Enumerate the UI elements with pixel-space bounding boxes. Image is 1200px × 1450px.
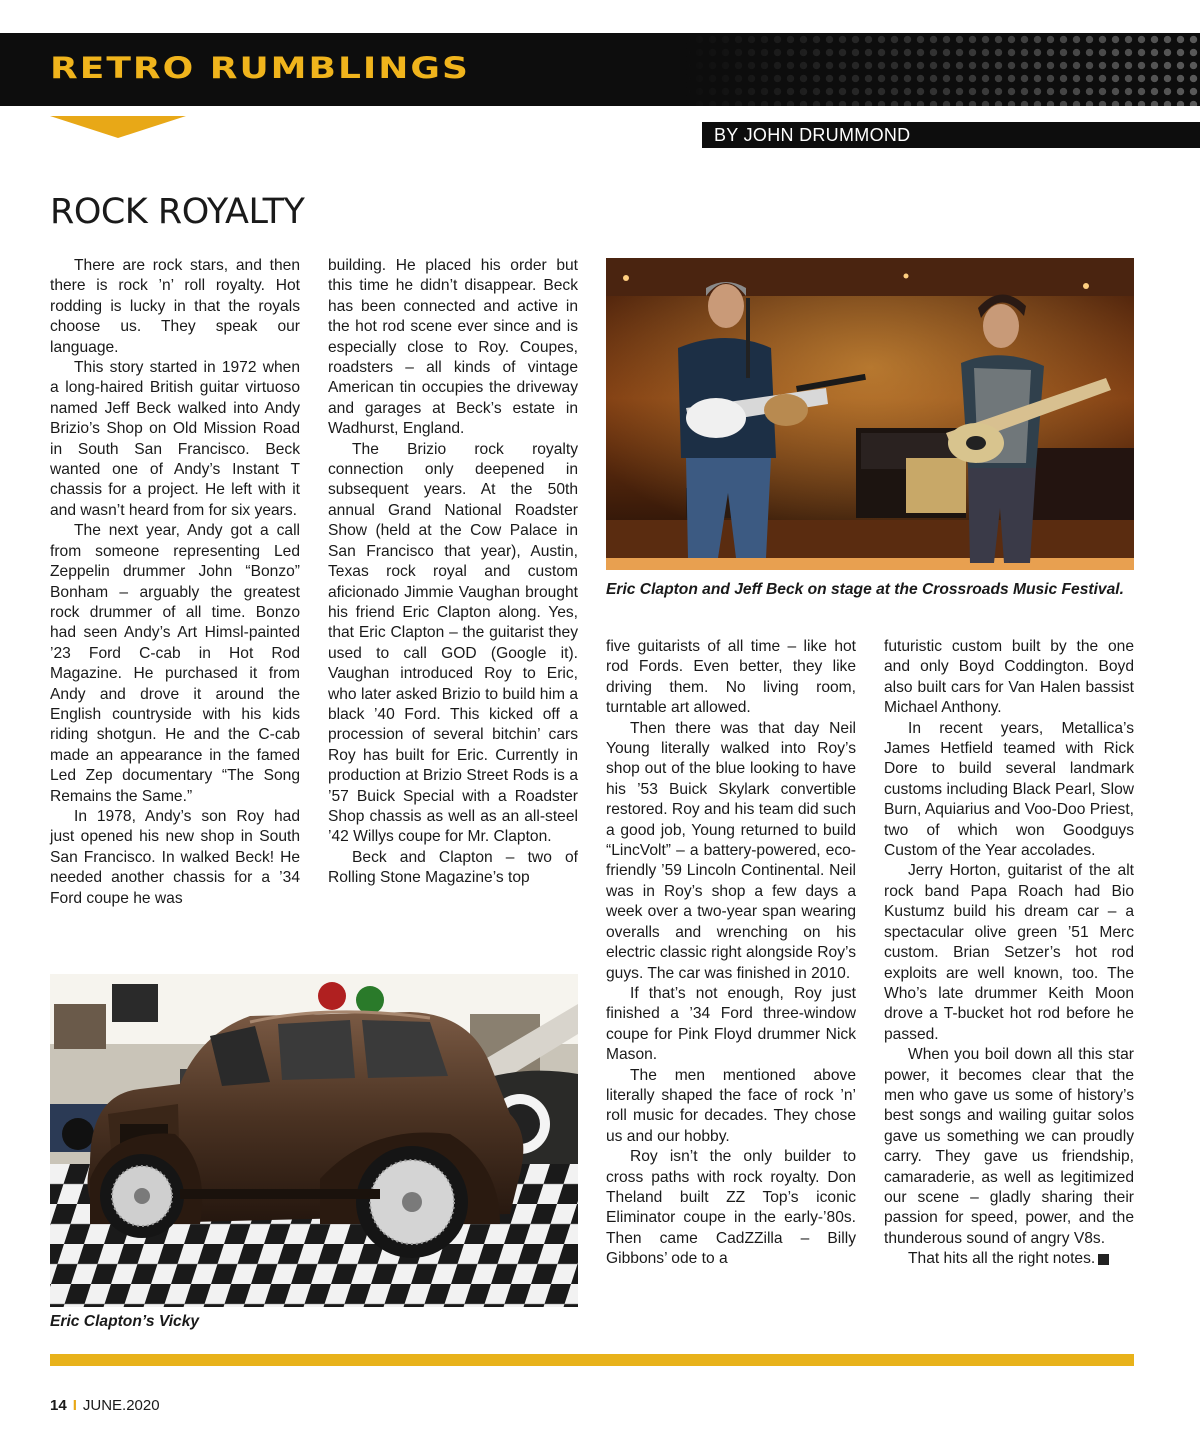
section-banner (0, 33, 1200, 106)
page-number: 14 (50, 1397, 67, 1414)
article-paragraph: building. He placed his order but this time he didn’t disappear. Beck has been connected and active in the hot rod scene ever since and is especially close to Roy. Coupes, roadsters – all kinds of vintage American tin occupies the driveway and garages at Beck’s estate in Wadhurst, England. (328, 257, 578, 438)
article-paragraph: The men mentioned above literally shaped the face of rock ’n’ roll music for decades. They chose us and our hobby. (606, 1066, 856, 1145)
car-photo (50, 974, 578, 1307)
section-title: RETRO RUMBLINGS (50, 51, 470, 86)
text-column-1 (50, 256, 300, 909)
article-paragraph: Beck and Clapton – two of Rolling Stone Magazine’s top (328, 848, 578, 887)
closing-line: That hits all the right notes. (908, 1250, 1096, 1268)
issue-date: JUNE.2020 (82, 1397, 160, 1414)
end-of-story-icon: GG (1098, 1254, 1109, 1265)
article-paragraph: In recent years, Metallica’s James Hetfield teamed with Rick Dore to build several landmark customs including Black Pearl, Slow Burn, Aquiarius and Voo-Doo Priest, two of which won Goodguys Custom of the Year accolades. (884, 719, 1134, 860)
article-paragraph: futuristic custom built by the one and only Boyd Coddington. Boyd also built cars for Van Halen bassist Michael Anthony. (884, 638, 1134, 717)
article-paragraph: Jerry Horton, guitarist of the alt rock band Papa Roach had Bio Kustumz build his dream car – a spectacular olive green ’51 Merc custom. Brian Setzer’s hot rod exploits are well known, too. The Who’s late drummer Keith Moon drove a T-bucket hot rod before he passed. (884, 862, 1134, 1043)
halftone-dot-pattern (680, 33, 1200, 106)
article-paragraph: This story started in 1972 when a long-haired British guitar virtuoso named Jeff Beck walked into Andy Brizio’s Shop on Old Mission Road in South San Francisco. Beck wanted one of Andy’s Instant T chassis for a project. He left with it and wasn’t heard from for six years. (50, 359, 300, 519)
article-paragraph: When you boil down all this star power, it becomes clear that the men who gave us some of history’s best songs and wailing guitar solos gave us something we can proudly carry. They gave us friendship, camaraderie, as well as legitimized our scene – gladly sharing their passion for speed, power, and the thunderous sound of angry V8s. (884, 1046, 1134, 1247)
stage-photo-caption: Eric Clapton and Jeff Beck on stage at the Crossroads Music Festival. (606, 581, 1124, 598)
text-column-4 (884, 637, 1134, 1270)
car-photo-caption: Eric Clapton’s Vicky (50, 1313, 200, 1330)
stage-photo (606, 258, 1134, 570)
byline: BY JOHN DRUMMOND (702, 122, 1200, 148)
text-column-3 (606, 637, 856, 1270)
text-column-2 (328, 256, 578, 889)
article-paragraph: If that’s not enough, Roy just finished a ’34 Ford three-window coupe for Pink Floyd drummer Nick Mason. (606, 984, 856, 1064)
article-paragraph: five guitarists of all time – like hot rod Fords. Even better, they like driving them. No living room, turntable art allowed. (606, 638, 856, 717)
article-paragraph: Then there was that day Neil Young literally walked into Roy’s shop out of the blue looking to have his ’53 Buick Skylark convertible restored. Roy and his team did such a good job, Young returned to build “LincVolt” – a battery-powered, eco-friendly ’59 Lincoln Continental. Neil was in Roy’s shop a few days a week over a two-year span wearing overalls and wrenching on his electric classic right alongside Roy’s guys. The car was finished in 2010. (606, 719, 856, 982)
footer-separator: I (72, 1397, 77, 1414)
article-headline: ROCK ROYALTY (50, 192, 305, 232)
article-paragraph: Roy isn’t the only builder to cross paths with rock royalty. Don Theland built ZZ Top’s iconic Eliminator coupe in the early-’80s. Then came CadZZilla – Billy Gibbons’ ode to a (606, 1148, 856, 1268)
footer-gold-rule (50, 1354, 1134, 1366)
article-paragraph: The Brizio rock royalty connection only deepened in subsequent years. At the 50th annual Grand National Roadster Show (held at the Cow Palace in San Francisco that year), Austin, Texas rock royal and custom aficionado Jimmie Vaughan brought his friend Eric Clapton along. Yes, that Eric Clapton – the guitarist they used to call GOD (Google it). Vaughan introduced Roy to Eric, who later asked Brizio to build him a black ’40 Ford. This kicked off a procession of several bitchin’ cars Roy has built for Eric. Currently in production at Brizio Street Rods is a ’57 Buick Special with a Roadster Shop chassis as well as an all-steel ’42 Willys coupe for Mr. Clapton. (328, 440, 578, 846)
page-footer (50, 1396, 160, 1416)
article-final-paragraph (884, 1249, 1134, 1269)
gold-triangle-marker (50, 116, 186, 138)
article-paragraph: In 1978, Andy’s son Roy had just opened his new shop in South San Francisco. In walked Beck! He needed another chassis for a ’34 Ford coupe he was (50, 807, 300, 907)
article-paragraph: The next year, Andy got a call from someone representing Led Zeppelin drummer John “Bonzo” Bonham – arguably the greatest rock drummer of all time. Bonzo had seen Andy’s Art Himsl-painted ’23 Ford C-cab in Hot Rod Magazine. He purchased it from Andy and drove it around the English countryside with his kids riding shotgun. He and the C-cab made an appearance in the famed Led Zep documentary “The Song Remains the Same.” (50, 522, 300, 805)
article-paragraph: There are rock stars, and then there is rock ’n’ roll royalty. Hot rodding is lucky in that the royals choose us. They speak our language. (50, 257, 300, 356)
